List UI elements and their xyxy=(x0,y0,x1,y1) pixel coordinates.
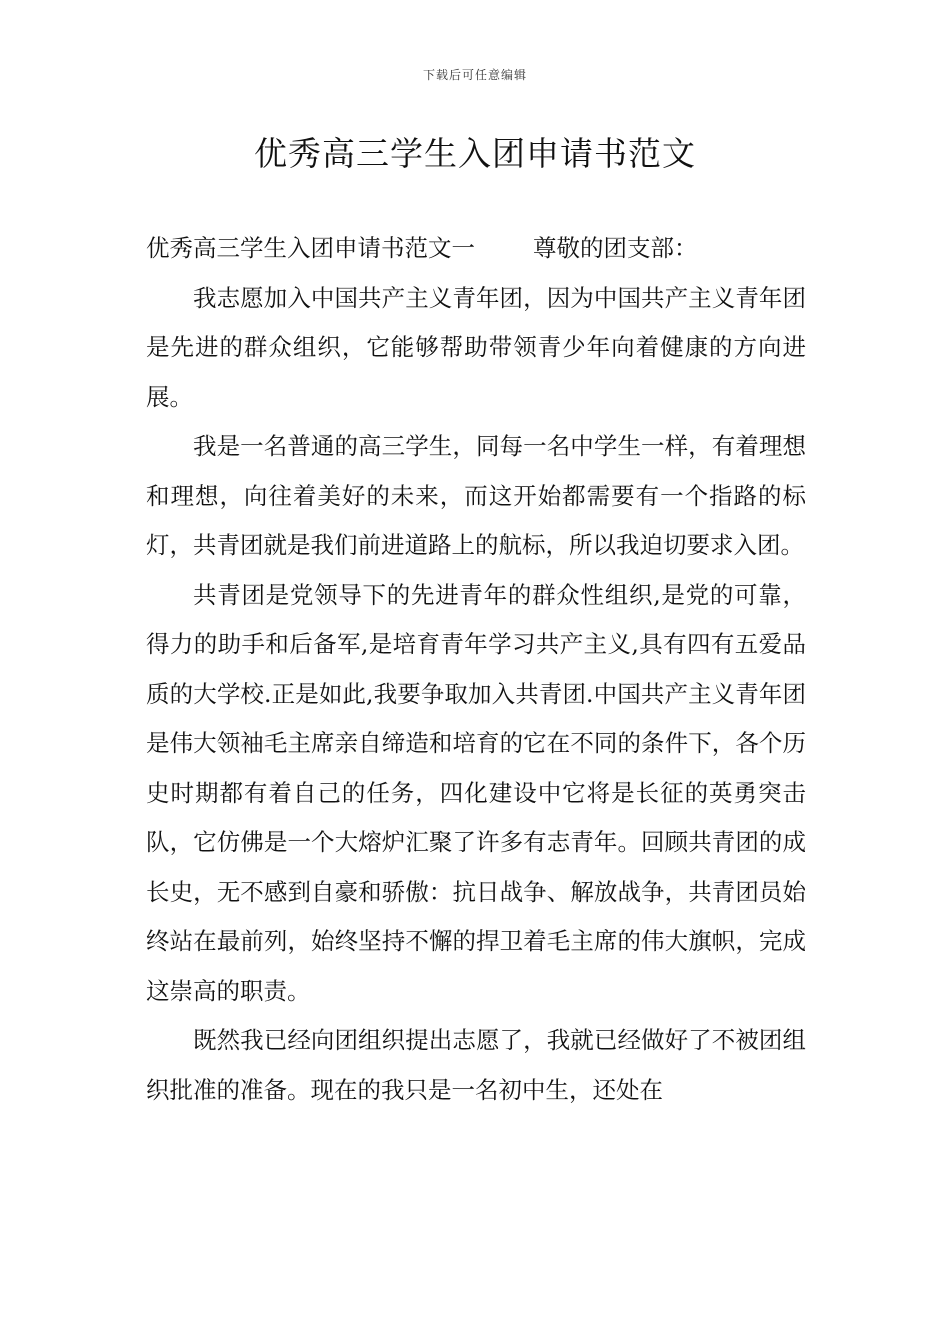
paragraph-4: 既然我已经向团组织提出志愿了，我就已经做好了不被团组织批准的准备。现在的我只是一名初中生，还处在 xyxy=(146,1026,806,1104)
header-note: 下载后可任意编辑 xyxy=(422,68,527,82)
first-line xyxy=(146,224,806,274)
salutation: 尊敬的团支部： xyxy=(533,234,698,262)
paragraph-1: 我志愿加入中国共产主义青年团，因为中国共产主义青年团是先进的群众组织，它能够帮助带领青少年向着健康的方向进展。 xyxy=(146,283,806,411)
section-heading: 优秀高三学生入团申请书范文一 xyxy=(146,234,475,262)
document-body xyxy=(146,224,806,1115)
paragraph-3: 共青团是党领导下的先进青年的群众性组织,是党的可靠，得力的助手和后备军,是培育青年学习共产主义,具有四有五爱品质的大学校.正是如此,我要争取加入共青团.中国共产主义青年团是伟大领袖毛主席亲自缔造和培育的它在不同的条件下，各个历史时期都有着自己的任务，四化建设中它将是长征的英勇突击队，它仿佛是一个大熔炉汇聚了许多有志青年。回顾共青团的成长史，无不感到自豪和骄傲：抗日战争、解放战争，共青团员始终站在最前列，始终坚持不懈的捍卫着毛主席的伟大旗帜，完成这崇高的职责。 xyxy=(146,580,806,1005)
document-title: 优秀高三学生入团申请书范文 xyxy=(254,134,696,173)
paragraph-2: 我是一名普通的高三学生，同每一名中学生一样，有着理想和理想，向往着美好的未来，而这开始都需要有一个指路的标灯，共青团就是我们前进道路上的航标，所以我迫切要求入团。 xyxy=(146,432,806,559)
